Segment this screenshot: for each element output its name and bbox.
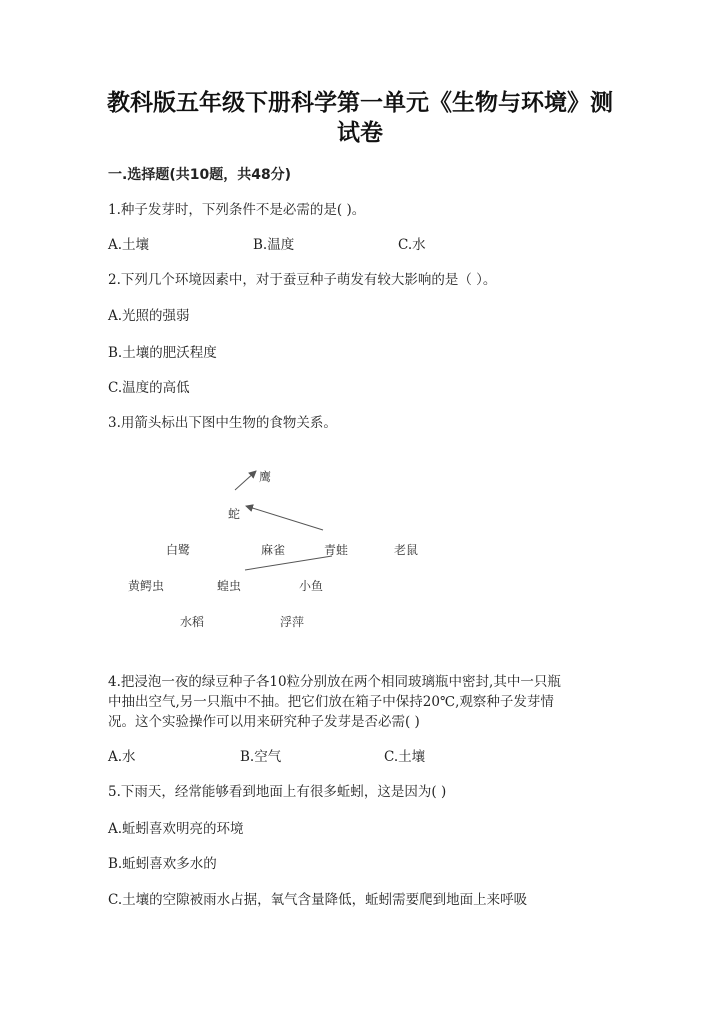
node-rice: 水稻	[180, 615, 205, 629]
q1-option-a: A.土壤	[108, 237, 150, 253]
node-caterpillar: 黄鳄虫	[128, 579, 165, 593]
page-title-line2: 试卷	[337, 120, 383, 146]
node-locust: 蝗虫	[217, 579, 242, 593]
q2-option-a: A.光照的强弱	[108, 308, 190, 324]
q1-option-b: B.温度	[253, 237, 295, 253]
q5-option-a: A.蚯蚓喜欢明亮的环境	[108, 821, 244, 837]
node-egret: 白鹭	[166, 543, 191, 557]
arrow-frog-to-snake	[246, 506, 323, 530]
node-fish: 小鱼	[299, 579, 324, 593]
node-mouse: 老鼠	[394, 543, 419, 557]
node-eagle: 鹰	[259, 470, 272, 484]
q1-option-c: C.水	[398, 237, 426, 253]
node-duckweed: 浮萍	[280, 615, 305, 629]
q5-option-c: C.土壤的空隙被雨水占据，氧气含量降低，蚯蚓需要爬到地面上来呼吸	[108, 892, 528, 908]
question-4-line3: 况。这个实验操作可以用来研究种子发芽是否必需( )	[108, 714, 420, 730]
section-heading: 一.选择题(共10题，共48分)	[108, 167, 292, 183]
question-1: 1.种子发芽时，下列条件不是必需的是( )。	[108, 202, 366, 218]
q2-option-b: B.土壤的肥沃程度	[108, 345, 217, 361]
question-4-line1: 4.把浸泡一夜的绿豆种子各10粒分别放在两个相同玻璃瓶中密封,其中一只瓶	[108, 674, 561, 690]
node-snake: 蛇	[228, 507, 241, 521]
node-sparrow: 麻雀	[261, 543, 286, 557]
question-2: 2.下列几个环境因素中，对于蚕豆种子萌发有较大影响的是（ ）。	[108, 272, 497, 288]
q4-option-c: C.土壤	[384, 749, 426, 765]
line-locust-to-frog	[245, 556, 332, 570]
arrow-snake-to-eagle	[235, 471, 256, 490]
question-5: 5.下雨天，经常能够看到地面上有很多蚯蚓，这是因为( )	[108, 784, 447, 800]
q4-option-a: A.水	[108, 749, 136, 765]
q4-option-b: B.空气	[240, 749, 282, 765]
q2-option-c: C.温度的高低	[108, 380, 190, 396]
page-title-line1: 教科版五年级下册科学第一单元《生物与环境》测	[107, 90, 613, 116]
question-3: 3.用箭头标出下图中生物的食物关系。	[108, 415, 337, 431]
q5-option-b: B.蚯蚓喜欢多水的	[108, 856, 217, 872]
node-frog: 青蛙	[324, 543, 349, 557]
question-4-line2: 中抽出空气,另一只瓶中不抽。把它们放在箱子中保持20℃,观察种子发芽情	[108, 694, 554, 710]
